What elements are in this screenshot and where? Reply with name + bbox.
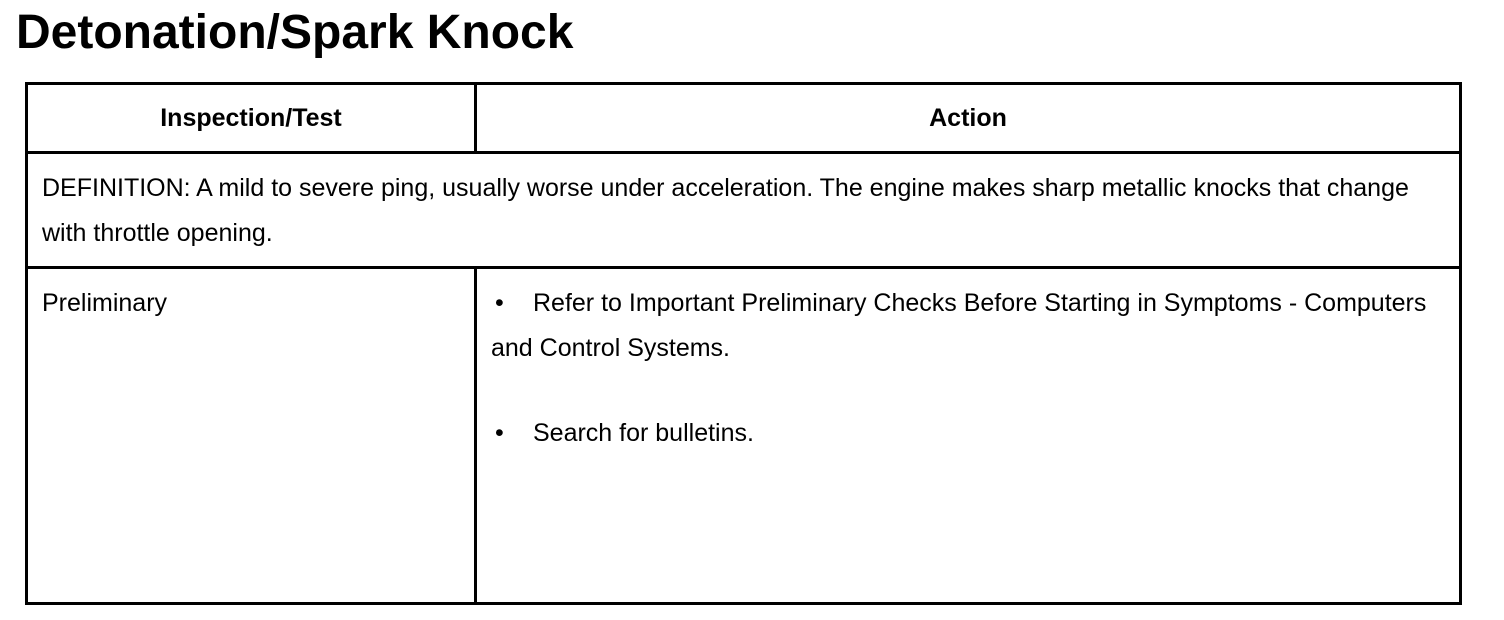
page-title: Detonation/Spark Knock <box>16 6 574 59</box>
action-text: Search for bulletins. <box>533 419 754 447</box>
bullet-icon: • <box>495 289 504 317</box>
definition-row <box>27 153 1461 268</box>
action-list <box>476 268 1461 604</box>
table-row <box>27 268 1461 604</box>
list-item <box>491 411 1445 456</box>
list-item <box>491 281 1445 371</box>
bullet-icon: • <box>495 419 504 447</box>
header-action: Action <box>476 84 1461 153</box>
header-inspection-test: Inspection/Test <box>27 84 476 153</box>
inspection-label-preliminary: Preliminary <box>27 268 476 604</box>
diagnostic-table <box>25 82 1462 605</box>
action-text: Refer to Important Preliminary Checks Before Starting in Symptoms - Computers and Control Systems. <box>491 289 1427 362</box>
table-header-row <box>27 84 1461 153</box>
definition-text: DEFINITION: A mild to severe ping, usually worse under acceleration. The engine makes sharp metallic knocks that change with throttle opening. <box>27 153 1461 268</box>
